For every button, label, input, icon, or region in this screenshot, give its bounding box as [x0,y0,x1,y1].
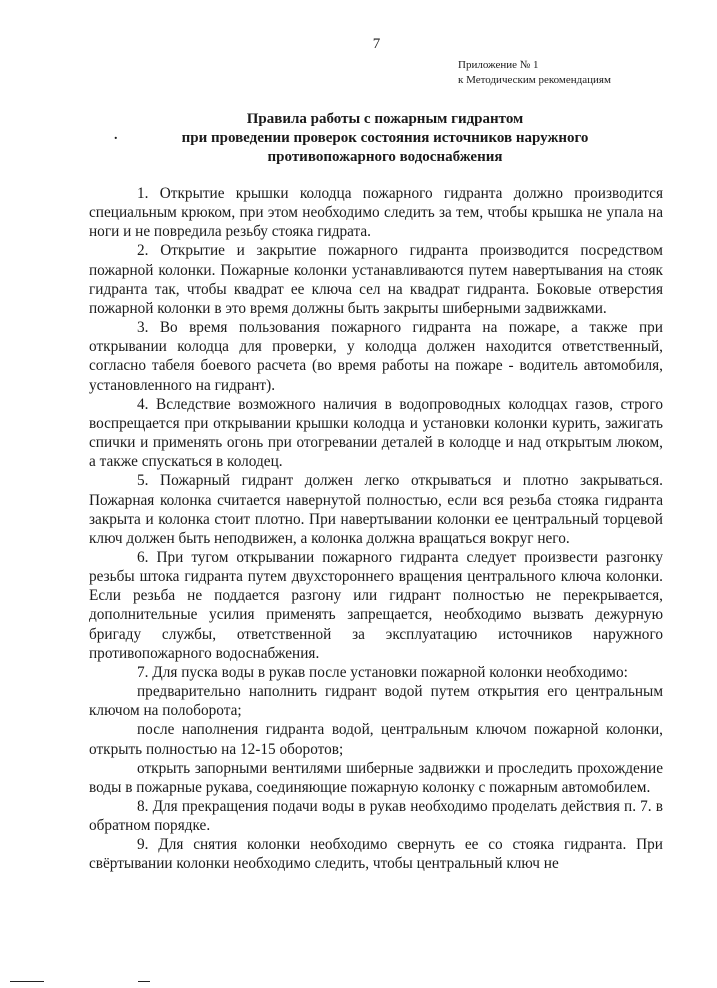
title-line-2: при проведении проверок состояния источников наружного [181,130,589,146]
document-body [89,184,663,874]
footer-rule-right [138,981,150,982]
page-number: 7 [372,36,381,52]
title-line-3: противопожарного водоснабжения [267,149,503,165]
appendix-note [458,58,611,88]
paragraph-9: 9. Для снятия колонки необходимо свернуть ее со стояка гидранта. При свёртывании колонки необходимо следить, чтобы центральный ключ не [89,836,663,873]
paragraph-8: 8. Для прекращения подачи воды в рукав необходимо проделать действия п. 7. в обратном порядке. [89,798,663,835]
appendix-line-2: к Методическим рекомендациям [458,74,611,86]
paragraph-7: 7. Для пуска воды в рукав после установки пожарной колонки необходимо: [137,663,628,681]
paragraph-4: 4. Вследствие возможного наличия в водопроводных колодцах газов, строго воспрещается при открывании крышки колодца и установки колонки курить, зажигать спички и применять огонь при отогревании деталей в колодце и над открытым люком, а также спускаться в колодец. [89,395,663,471]
paragraph-2: 2. Открытие и закрытие пожарного гидранта производится посредством пожарной колонки. Пожарные колонки устанавливаются путем навертывания на стояк гидранта так, чтобы квадрат ее ключа сел на квадрат гидранта. Боковые отверстия пожарной колонки в это время должны быть закрыты шиберными задвижками. [89,242,663,317]
paragraph-5: 5. Пожарный гидрант должен легко открываться и плотно закрываться. Пожарная колонка считается навернутой полностью, если вся резьба стояка гидранта закрыта и колонка стоит плотно. При навертывании колонки ее центральный торцевой ключ должен быть неподвижен, а колонка должна вращаться вокруг него. [89,472,663,547]
paragraph-1: 1. Открытие крышки колодца пожарного гидранта должно производится специальным крюком, при этом необходимо следить за тем, чтобы крышка не упала на ноги и не повредила резьбу стояка гидрата. [89,185,663,241]
paragraph-6: 6. При тугом открывании пожарного гидранта следует произвести разгонку резьбы штока гидранта путем двухстороннего вращения центрального ключа колонки. Если резьба не поддается разгону или гидрант полностью не перекрывается, дополнительные усилия применять запрещается, необходимо вызвать дежурную бригаду службы, ответственной за эксплуатацию источников наружного противопожарного водоснабжения. [89,548,663,662]
appendix-line-1: Приложение № 1 [458,59,539,71]
paragraph-7-step-3: открыть запорными вентилями шиберные задвижки и проследить прохождение воды в пожарные рукава, соединяющие пожарную колонку с пожарным автомобилем. [89,759,663,796]
paragraph-7-step-1: предварительно наполнить гидрант водой путем открытия его центральным ключом на полоборота; [89,683,663,720]
stray-mark: . [114,128,118,143]
document-title [90,110,680,167]
paragraph-3: 3. Во время пользования пожарного гидранта на пожаре, а также при открывании колодца для проверки, у колодца должен находится ответственный, согласно табеля боевого расчета (во время работы на пожаре - водитель автомобиля, установленного на гидрант). [89,319,663,394]
title-line-1: Правила работы с пожарным гидрантом [246,111,524,127]
footer-rule-left [10,981,44,982]
paragraph-7-step-2: после наполнения гидранта водой, центральным ключом пожарной колонки, открыть полностью на 12-15 оборотов; [89,721,663,758]
